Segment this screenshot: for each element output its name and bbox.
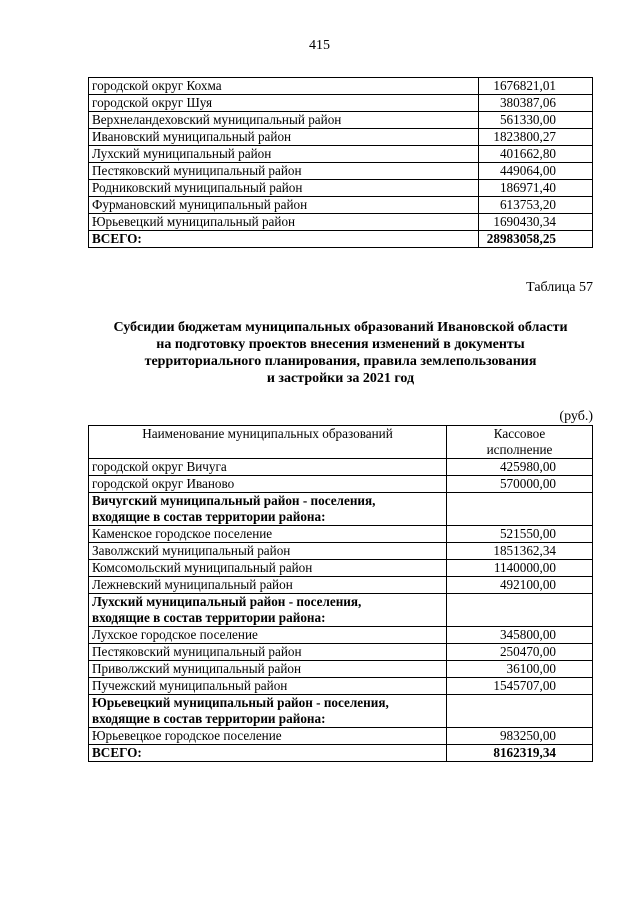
group-name: [89, 594, 447, 627]
group-name: [89, 493, 447, 526]
group-line: входящие в состав территории района:: [92, 610, 326, 625]
row-value: 521550,00: [447, 526, 593, 543]
row-name: городской округ Иваново: [89, 476, 447, 493]
title-line: территориального планирования, правила землепользования: [144, 354, 537, 369]
row-name: городской округ Кохма: [89, 78, 479, 95]
table2-body: [89, 459, 593, 762]
group-line: входящие в состав территории района:: [92, 509, 326, 524]
header-value-column: [447, 426, 593, 459]
row-name: Пестяковский муниципальный район: [89, 163, 479, 180]
title-line: Субсидии бюджетам муниципальных образований Ивановской области: [113, 320, 568, 335]
table-row: [89, 214, 593, 231]
row-name: Юрьевецкое городское поселение: [89, 728, 447, 745]
row-value: 36100,00: [447, 661, 593, 678]
group-line: Вичугский муниципальный район - поселения,: [92, 493, 376, 508]
table-row: [89, 112, 593, 129]
table-row: [89, 78, 593, 95]
subsidy-table-57: [88, 425, 593, 762]
row-name: Пучежский муниципальный район: [89, 678, 447, 695]
group-value-empty: [447, 493, 593, 526]
row-value: 561330,00: [479, 112, 593, 129]
row-value: 1545707,00: [447, 678, 593, 695]
table-row: [89, 627, 593, 644]
total-value: 8162319,34: [447, 745, 593, 762]
row-value: 492100,00: [447, 577, 593, 594]
group-name: [89, 695, 447, 728]
table-row: [89, 197, 593, 214]
table-row: [89, 644, 593, 661]
total-row: [89, 231, 593, 248]
row-value: 1676821,01: [479, 78, 593, 95]
table1-body: [89, 78, 593, 248]
table-row: [89, 129, 593, 146]
group-line: Лухский муниципальный район - поселения,: [92, 594, 362, 609]
table-label: Таблица 57: [526, 280, 593, 295]
header-value-line: Кассовое: [493, 426, 546, 441]
row-name: Верхнеландеховский муниципальный район: [89, 112, 479, 129]
currency-unit: (руб.): [559, 409, 593, 424]
row-name: Юрьевецкий муниципальный район: [89, 214, 479, 231]
group-value-empty: [447, 594, 593, 627]
table-row: [89, 661, 593, 678]
group-row: [89, 493, 593, 526]
row-name: Фурмановский муниципальный район: [89, 197, 479, 214]
row-name: Ивановский муниципальный район: [89, 129, 479, 146]
row-value: 1823800,27: [479, 129, 593, 146]
header-row: [89, 426, 593, 459]
row-name: Пестяковский муниципальный район: [89, 644, 447, 661]
total-label: ВСЕГО:: [89, 745, 447, 762]
table-row: [89, 146, 593, 163]
group-row: [89, 594, 593, 627]
table-row: [89, 459, 593, 476]
row-name: городской округ Шуя: [89, 95, 479, 112]
table-row: [89, 560, 593, 577]
row-value: 186971,40: [479, 180, 593, 197]
row-value: 570000,00: [447, 476, 593, 493]
group-row: [89, 695, 593, 728]
row-value: 449064,00: [479, 163, 593, 180]
row-value: 1851362,34: [447, 543, 593, 560]
row-name: Родниковский муниципальный район: [89, 180, 479, 197]
row-name: Комсомольский муниципальный район: [89, 560, 447, 577]
row-value: 983250,00: [447, 728, 593, 745]
table-row: [89, 728, 593, 745]
row-value: 1690430,34: [479, 214, 593, 231]
table-row: [89, 526, 593, 543]
row-value: 425980,00: [447, 459, 593, 476]
total-label: ВСЕГО:: [89, 231, 479, 248]
table-row: [89, 476, 593, 493]
table-row: [89, 678, 593, 695]
group-line: Юрьевецкий муниципальный район - поселения,: [92, 695, 389, 710]
title-line: на подготовку проектов внесения изменений в документы: [156, 337, 525, 352]
row-value: 345800,00: [447, 627, 593, 644]
row-name: Лежневский муниципальный район: [89, 577, 447, 594]
row-value: 1140000,00: [447, 560, 593, 577]
table-row: [89, 163, 593, 180]
total-value: 28983058,25: [479, 231, 593, 248]
row-value: 401662,80: [479, 146, 593, 163]
table-row: [89, 577, 593, 594]
row-name: Лухское городское поселение: [89, 627, 447, 644]
subsidy-table-continued: [88, 77, 593, 248]
row-name: городской округ Вичуга: [89, 459, 447, 476]
table-row: [89, 95, 593, 112]
total-row: [89, 745, 593, 762]
row-value: 250470,00: [447, 644, 593, 661]
group-value-empty: [447, 695, 593, 728]
table2-header: [89, 426, 593, 459]
title-line: и застройки за 2021 год: [266, 371, 415, 386]
table-row: [89, 180, 593, 197]
header-value-line: исполнение: [486, 442, 553, 457]
row-name: Заволжский муниципальный район: [89, 543, 447, 560]
row-name: Приволжский муниципальный район: [89, 661, 447, 678]
table-title: [88, 319, 593, 387]
header-name-column: Наименование муниципальных образований: [89, 426, 447, 459]
row-name: Каменское городское поселение: [89, 526, 447, 543]
group-line: входящие в состав территории района:: [92, 711, 326, 726]
page-number: 415: [309, 38, 330, 53]
row-name: Лухский муниципальный район: [89, 146, 479, 163]
row-value: 613753,20: [479, 197, 593, 214]
row-value: 380387,06: [479, 95, 593, 112]
table-row: [89, 543, 593, 560]
